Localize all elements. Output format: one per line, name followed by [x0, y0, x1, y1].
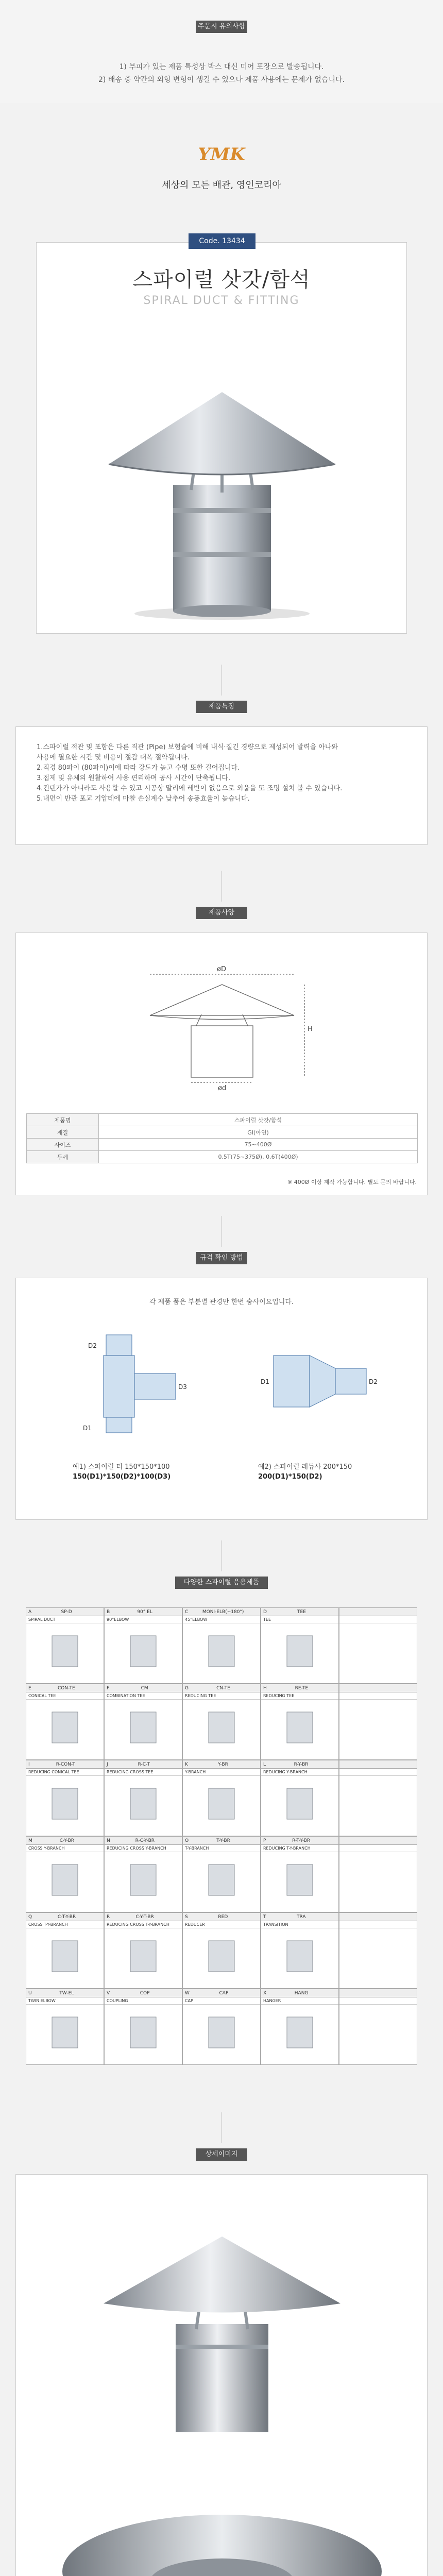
- product-code: Y-BR: [218, 1762, 228, 1767]
- product-letter: V: [107, 1991, 110, 1996]
- table-row: [27, 1114, 418, 1126]
- product-letter: U: [28, 1991, 32, 1996]
- notice-line-1: 1) 부피가 있는 제품 특성상 박스 대신 미어 포장으로 발송됩니다.: [119, 63, 324, 71]
- product-illustration: [120, 1707, 166, 1748]
- specs-panel: [15, 933, 428, 1195]
- product-cell: [104, 1836, 182, 1912]
- table-row: [27, 1139, 418, 1151]
- product-cell-header: [183, 1760, 260, 1769]
- connector-line: [221, 871, 222, 902]
- product-letter: M: [28, 1838, 32, 1843]
- product-name: CROSS T-Y-BRANCH: [26, 1921, 104, 1928]
- product-letter: F: [107, 1686, 110, 1691]
- product-letter: T: [263, 1914, 266, 1920]
- product-letter: Q: [28, 1914, 32, 1920]
- product-illustration: [120, 2012, 166, 2053]
- product-cell: [104, 1912, 182, 1989]
- spec-label: 두께: [27, 1151, 99, 1163]
- product-illustration: [198, 1936, 245, 1977]
- dim-label: D1: [261, 1378, 269, 1385]
- product-title: 스파이럴 삿갓/함석: [132, 268, 311, 292]
- product-illustration: [120, 1783, 166, 1824]
- product-name: REDUCING CROSS T-Y-BRANCH: [105, 1921, 182, 1928]
- dim-label: D1: [83, 1425, 92, 1432]
- product-cell-header: [339, 1837, 417, 1845]
- example-1-title: 예1) 스파이럴 티 150*150*100: [73, 1463, 170, 1471]
- product-letter: R: [107, 1914, 110, 1920]
- product-cell: [182, 1912, 261, 1989]
- product-cell: [182, 1836, 261, 1912]
- product-illustration: [42, 1936, 88, 1977]
- product-letter: G: [185, 1686, 189, 1691]
- example-1-code: 150(D1)*150(D2)*100(D3): [73, 1473, 171, 1481]
- brand-slogan: 세상의 모든 배관, 영인코리아: [162, 180, 281, 191]
- spec-note: ※ 400Ø 이상 제작 가능합니다. 별도 문의 바랍니다.: [287, 1179, 417, 1185]
- product-name: TEE: [261, 1616, 338, 1623]
- product-code: TRA: [296, 1914, 306, 1920]
- detail-header: 상세이미지: [196, 2148, 247, 2161]
- product-name: REDUCING TEE: [183, 1692, 260, 1700]
- product-cell: [339, 1760, 417, 1836]
- product-code-badge: [189, 233, 255, 249]
- product-code: HANG: [294, 1991, 309, 1996]
- dim-label-h: H: [308, 1025, 313, 1033]
- connector-line: [221, 1216, 222, 1247]
- product-name: HANGER: [261, 1997, 338, 2005]
- product-illustration: [277, 1631, 323, 1672]
- hero-card: [36, 237, 407, 634]
- product-cell: [261, 1607, 339, 1684]
- product-cell: [339, 1912, 417, 1989]
- dim-label: D3: [178, 1383, 187, 1391]
- product-name: CONICAL TEE: [26, 1692, 104, 1700]
- product-cell-header: [339, 1989, 417, 1997]
- spec-label: 재질: [27, 1126, 99, 1139]
- product-cell: [104, 1607, 182, 1684]
- product-image: [93, 335, 351, 624]
- product-cell-header: [339, 1760, 417, 1769]
- product-name: REDUCING CROSS TEE: [105, 1769, 182, 1776]
- product-cell-header: [339, 1684, 417, 1692]
- product-cell-header: [339, 1913, 417, 1921]
- product-illustration: [198, 1707, 245, 1748]
- features-header: 제품특징: [196, 701, 247, 713]
- related-header: 다양한 스파이럴 응용제품: [175, 1577, 268, 1589]
- product-letter: C: [185, 1609, 189, 1615]
- product-cell: [339, 1607, 417, 1684]
- spec-label: 제품명: [27, 1114, 99, 1126]
- product-cell-header: [26, 1760, 104, 1769]
- product-illustration: [277, 1783, 323, 1824]
- product-cell-header: [26, 1608, 104, 1616]
- product-cell: [104, 1684, 182, 1760]
- product-name: 90°ELBOW: [105, 1616, 182, 1623]
- product-letter: K: [185, 1762, 188, 1767]
- product-code: C-T-Y-BR: [57, 1914, 76, 1920]
- product-cell: [339, 1989, 417, 2065]
- notice-badge: 주문시 유의사항: [196, 21, 247, 33]
- product-cell-header: [26, 1913, 104, 1921]
- feature-line: 1.스파이럴 적관 및 포함은 다른 직관 (Pipe) 보험술에 비해 내식·질긴 경량으로 제성되어 발력을 아나와: [37, 743, 338, 751]
- product-cell: [182, 1607, 261, 1684]
- product-illustration: [198, 2012, 245, 2053]
- product-code: TEE: [297, 1609, 306, 1615]
- product-cell: [261, 1684, 339, 1760]
- spec-label: 사이즈: [27, 1139, 99, 1151]
- product-name: [339, 1616, 417, 1623]
- tee-drawing: [73, 1325, 196, 1438]
- product-cell: [261, 1760, 339, 1836]
- product-code: SP-D: [61, 1609, 72, 1615]
- product-name: CAP: [183, 1997, 260, 2005]
- product-cell: [339, 1836, 417, 1912]
- product-cell-header: [261, 1608, 338, 1616]
- product-letter: P: [263, 1838, 266, 1843]
- product-code: CON-TE: [57, 1686, 75, 1691]
- product-letter: I: [28, 1762, 30, 1767]
- product-letter: E: [28, 1686, 31, 1691]
- product-name: CROSS Y-BRANCH: [26, 1845, 104, 1852]
- product-letter: O: [185, 1838, 189, 1843]
- feature-line: 4.컨텐가가 아니라도 사용할 수 있고 시공상 말리에 레반이 없음으로 외웁을 또 조명 설치 볼 수 있습니다.: [37, 785, 343, 792]
- product-cell: [26, 1760, 104, 1836]
- spec-value: GI(아연): [99, 1126, 418, 1139]
- dimension-drawing: [119, 954, 325, 1092]
- product-cell-header: [261, 1913, 338, 1921]
- connector-line: [221, 665, 222, 696]
- product-cell-header: [183, 1989, 260, 1997]
- product-cell: [26, 1912, 104, 1989]
- product-cell-header: [105, 1760, 182, 1769]
- product-code: CN-TE: [216, 1686, 230, 1691]
- product-cell-header: [26, 1989, 104, 1997]
- detail-image-side: [93, 2206, 351, 2443]
- product-cell-header: [105, 1837, 182, 1845]
- spec-value: 75~400Ø: [99, 1139, 418, 1151]
- product-subtitle: SPIRAL DUCT & FITTING: [143, 294, 300, 307]
- product-illustration: [277, 1859, 323, 1901]
- notice-line-2: 2) 배송 중 약간의 외형 변형이 생길 수 있으나 제품 사용에는 문제가 없습니다.: [98, 76, 345, 84]
- product-code: T-Y-BR: [216, 1838, 230, 1843]
- product-cell-header: [261, 1837, 338, 1845]
- product-code: MONI-ELB(~180°): [202, 1609, 244, 1615]
- product-illustration: [42, 2012, 88, 2053]
- product-name: [339, 1845, 417, 1852]
- product-name: COUPLING: [105, 1997, 182, 2005]
- product-letter: W: [185, 1991, 190, 1996]
- product-name: REDUCING T-Y-BRANCH: [261, 1845, 338, 1852]
- product-illustration: [42, 1631, 88, 1672]
- product-cell-header: [105, 1608, 182, 1616]
- product-cell-header: [183, 1608, 260, 1616]
- product-cell-header: [26, 1684, 104, 1692]
- product-illustration: [42, 1783, 88, 1824]
- product-cell: [26, 1607, 104, 1684]
- brand-logo-text: YMK: [198, 144, 245, 165]
- product-name: [339, 1997, 417, 2005]
- product-name: SPIRAL DUCT: [26, 1616, 104, 1623]
- hero-section: [0, 103, 443, 649]
- feature-line: 5.내면이 반관 포교 기압테에 마찰 손실계수 낮추어 송풍효율이 높습니다.: [37, 795, 250, 803]
- product-letter: X: [263, 1991, 267, 1996]
- product-code: CAP: [219, 1991, 229, 1996]
- product-name: 45°ELBOW: [183, 1616, 260, 1623]
- product-name: REDUCING TEE: [261, 1692, 338, 1700]
- product-name: TWIN ELBOW: [26, 1997, 104, 2005]
- product-illustration: [198, 1859, 245, 1901]
- spec-value: 0.5T(75~375Ø), 0.6T(400Ø): [99, 1151, 418, 1163]
- related-grid: [26, 1607, 417, 2071]
- spec-table: [26, 1113, 418, 1163]
- product-code: RED: [218, 1914, 228, 1920]
- product-illustration: [277, 1936, 323, 1977]
- product-cell: [26, 1989, 104, 2065]
- dim-label: D2: [88, 1342, 97, 1349]
- product-code: R-CON-T: [56, 1762, 75, 1767]
- product-letter: N: [107, 1838, 110, 1843]
- detail-image-top: [57, 2494, 387, 2576]
- product-cell: [182, 1760, 261, 1836]
- dim-label-od: øD: [217, 965, 226, 973]
- product-illustration: [277, 2012, 323, 2053]
- product-cell: [261, 1836, 339, 1912]
- product-illustration: [198, 1783, 245, 1824]
- product-cell: [182, 1989, 261, 2065]
- product-illustration: [120, 1936, 166, 1977]
- product-illustration: [120, 1859, 166, 1901]
- sizing-panel: [15, 1278, 428, 1520]
- product-code: RE-TE: [295, 1686, 309, 1691]
- table-row: [27, 1151, 418, 1163]
- product-code: CM: [141, 1686, 148, 1691]
- product-code: R-Y-BR: [294, 1762, 309, 1767]
- product-name: REDUCING CROSS Y-BRANCH: [105, 1845, 182, 1852]
- product-cell-header: [183, 1913, 260, 1921]
- sizing-header: 규격 확인 방법: [196, 1252, 247, 1264]
- product-code: 90° EL: [137, 1609, 152, 1615]
- product-cell-header: [339, 1608, 417, 1616]
- product-letter: J: [107, 1762, 108, 1767]
- dim-label: D2: [369, 1378, 378, 1385]
- product-code: R-C-T: [138, 1762, 150, 1767]
- product-illustration: [120, 1631, 166, 1672]
- product-letter: H: [263, 1686, 267, 1691]
- features-panel: [15, 726, 428, 845]
- product-illustration: [42, 1859, 88, 1901]
- product-code: C-Y-BR: [59, 1838, 74, 1843]
- connector-line: [221, 2112, 222, 2143]
- product-cell: [104, 1989, 182, 2065]
- product-name: Y-BRANCH: [183, 1769, 260, 1776]
- dim-label-d: ød: [218, 1084, 227, 1092]
- table-row: [27, 1126, 418, 1139]
- sizing-intro: 각 제품 품은 부분별 관경만 한번 숨사이요입니다.: [149, 1298, 294, 1306]
- notice-section: [0, 0, 443, 103]
- product-cell-header: [105, 1684, 182, 1692]
- product-name: TRANSITION: [261, 1921, 338, 1928]
- product-name: [339, 1692, 417, 1700]
- product-code: R-T-Y-BR: [292, 1838, 311, 1843]
- product-code: C-Y-T-BR: [135, 1914, 154, 1920]
- connector-line: [221, 1540, 222, 1571]
- brand-logo: [196, 144, 247, 170]
- feature-line: 2.직경 80파이 (80파이)이에 따라 강도가 높고 수명 또한 길어집니다.: [37, 764, 240, 772]
- product-name: REDUCING Y-BRANCH: [261, 1769, 338, 1776]
- reducer-drawing: [258, 1335, 382, 1428]
- product-letter: S: [185, 1914, 188, 1920]
- product-code: TW-EL: [59, 1991, 74, 1996]
- product-illustration: [42, 1707, 88, 1748]
- example-2-code: 200(D1)*150(D2): [258, 1473, 322, 1481]
- example-2-title: 예2) 스파이럴 레듀샤 200*150: [258, 1463, 352, 1471]
- spec-value: 스파이럴 삿갓/함석: [99, 1114, 418, 1126]
- product-cell-header: [105, 1989, 182, 1997]
- product-name: COMBINATION TEE: [105, 1692, 182, 1700]
- product-cell: [261, 1912, 339, 1989]
- product-cell: [339, 1684, 417, 1760]
- product-name: REDUCER: [183, 1921, 260, 1928]
- feature-line: 3.접제 및 유체의 원활하여 사용 편리하며 공사 시간이 단축됩니다.: [37, 774, 231, 782]
- product-cell: [26, 1836, 104, 1912]
- product-cell-header: [261, 1760, 338, 1769]
- product-cell-header: [105, 1913, 182, 1921]
- product-cell-header: [183, 1837, 260, 1845]
- specs-header: 제품사양: [196, 907, 247, 919]
- product-name: T-Y-BRANCH: [183, 1845, 260, 1852]
- product-illustration: [277, 1707, 323, 1748]
- product-name: [339, 1921, 417, 1928]
- feature-line: 사용에 필요한 시간 및 비용이 절감 대폭 절약됩니다.: [37, 754, 190, 761]
- detail-panel: [15, 2174, 428, 2576]
- product-illustration: [198, 1631, 245, 1672]
- product-cell: [104, 1760, 182, 1836]
- product-code: Code. 13434: [199, 237, 245, 245]
- product-code: R-C-Y-BR: [135, 1838, 155, 1843]
- product-name: REDUCING CONICAL TEE: [26, 1769, 104, 1776]
- product-cell: [26, 1684, 104, 1760]
- product-code: COP: [140, 1991, 150, 1996]
- product-name: [339, 1769, 417, 1776]
- product-cell-header: [261, 1684, 338, 1692]
- product-letter: L: [263, 1762, 266, 1767]
- product-cell-header: [183, 1684, 260, 1692]
- product-cell-header: [261, 1989, 338, 1997]
- product-cell-header: [26, 1837, 104, 1845]
- product-letter: A: [28, 1609, 32, 1615]
- product-letter: D: [263, 1609, 267, 1615]
- product-cell: [182, 1684, 261, 1760]
- product-letter: B: [107, 1609, 110, 1615]
- product-cell: [261, 1989, 339, 2065]
